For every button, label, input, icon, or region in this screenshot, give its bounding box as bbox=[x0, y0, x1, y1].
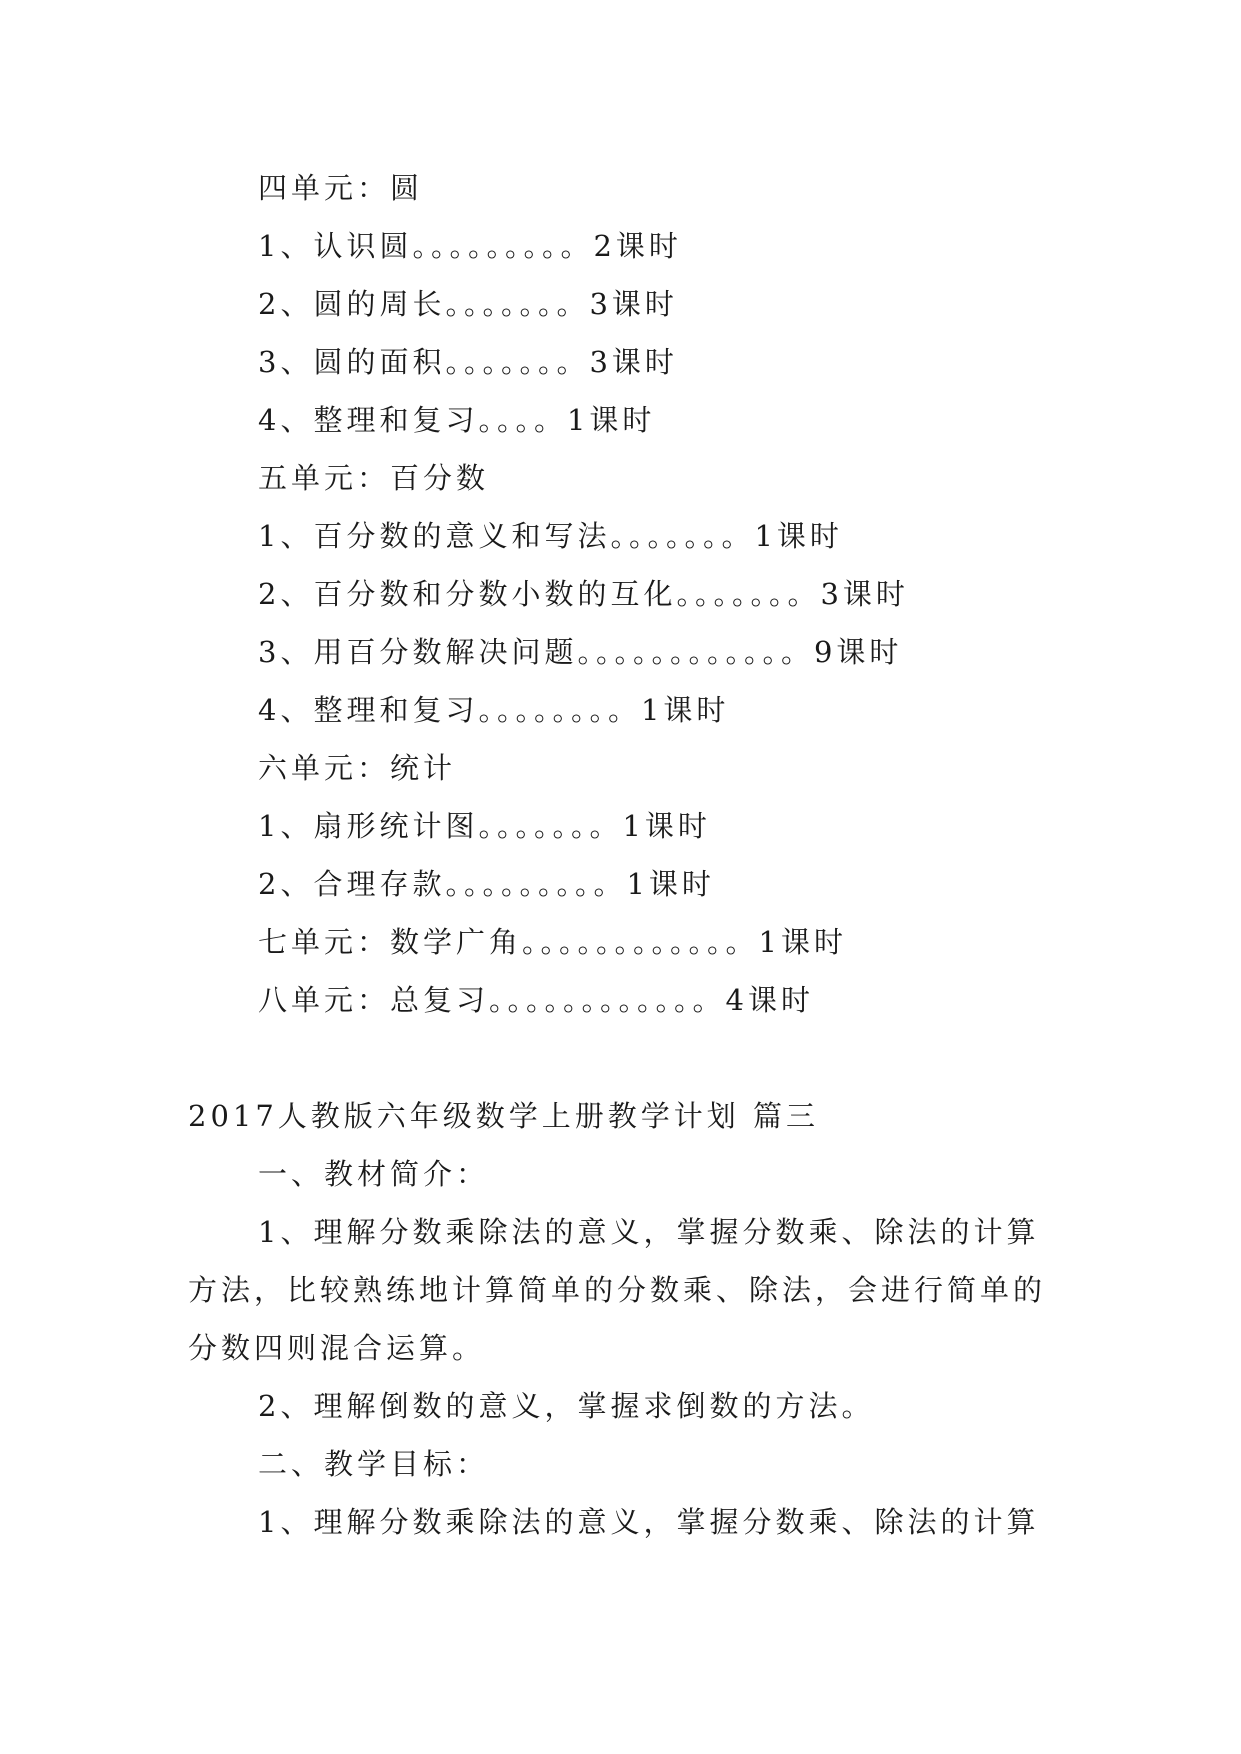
part2-item1-line1: 1、理解分数乘除法的意义，掌握分数乘、除法的计算 bbox=[258, 1505, 1040, 1539]
part1-item1-line2: 方法，比较熟练地计算简单的分数乘、除法，会进行简单的 bbox=[188, 1273, 1047, 1307]
unit7-line: 七单元：数学广角。。。。。。。。。。。。1课时 bbox=[258, 925, 847, 959]
section-heading: 2017人教版六年级数学上册教学计划 篇三 bbox=[188, 1099, 820, 1133]
unit5-item-2: 2、百分数和分数小数的互化。。。。。。。3课时 bbox=[258, 577, 909, 611]
unit6-item-2: 2、合理存款。。。。。。。。。1课时 bbox=[258, 867, 715, 901]
part2-title: 二、教学目标： bbox=[258, 1447, 490, 1481]
unit4-item-2: 2、圆的周长。。。。。。。3课时 bbox=[258, 287, 678, 321]
unit4-item-4: 4、整理和复习。。。。1课时 bbox=[258, 403, 656, 437]
unit5-item-3: 3、用百分数解决问题。。。。。。。。。。。。9课时 bbox=[258, 635, 903, 669]
unit6-title: 六单元：统计 bbox=[258, 751, 457, 785]
unit4-item-1: 1、认识圆。。。。。。。。。2课时 bbox=[258, 229, 682, 263]
unit4-title: 四单元：圆 bbox=[258, 171, 424, 205]
part1-title: 一、教材简介： bbox=[258, 1157, 490, 1191]
unit5-title: 五单元：百分数 bbox=[258, 461, 490, 495]
part1-item1-line1: 1、理解分数乘除法的意义，掌握分数乘、除法的计算 bbox=[258, 1215, 1040, 1249]
unit5-item-4: 4、整理和复习。。。。。。。。1课时 bbox=[258, 693, 730, 727]
part1-item2: 2、理解倒数的意义，掌握求倒数的方法。 bbox=[258, 1389, 875, 1423]
unit4-item-3: 3、圆的面积。。。。。。。3课时 bbox=[258, 345, 678, 379]
unit5-item-1: 1、百分数的意义和写法。。。。。。。1课时 bbox=[258, 519, 843, 553]
unit6-item-1: 1、扇形统计图。。。。。。。1课时 bbox=[258, 809, 711, 843]
unit8-line: 八单元：总复习。。。。。。。。。。。。4课时 bbox=[258, 983, 814, 1017]
part1-item1-line3: 分数四则混合运算。 bbox=[188, 1331, 486, 1365]
